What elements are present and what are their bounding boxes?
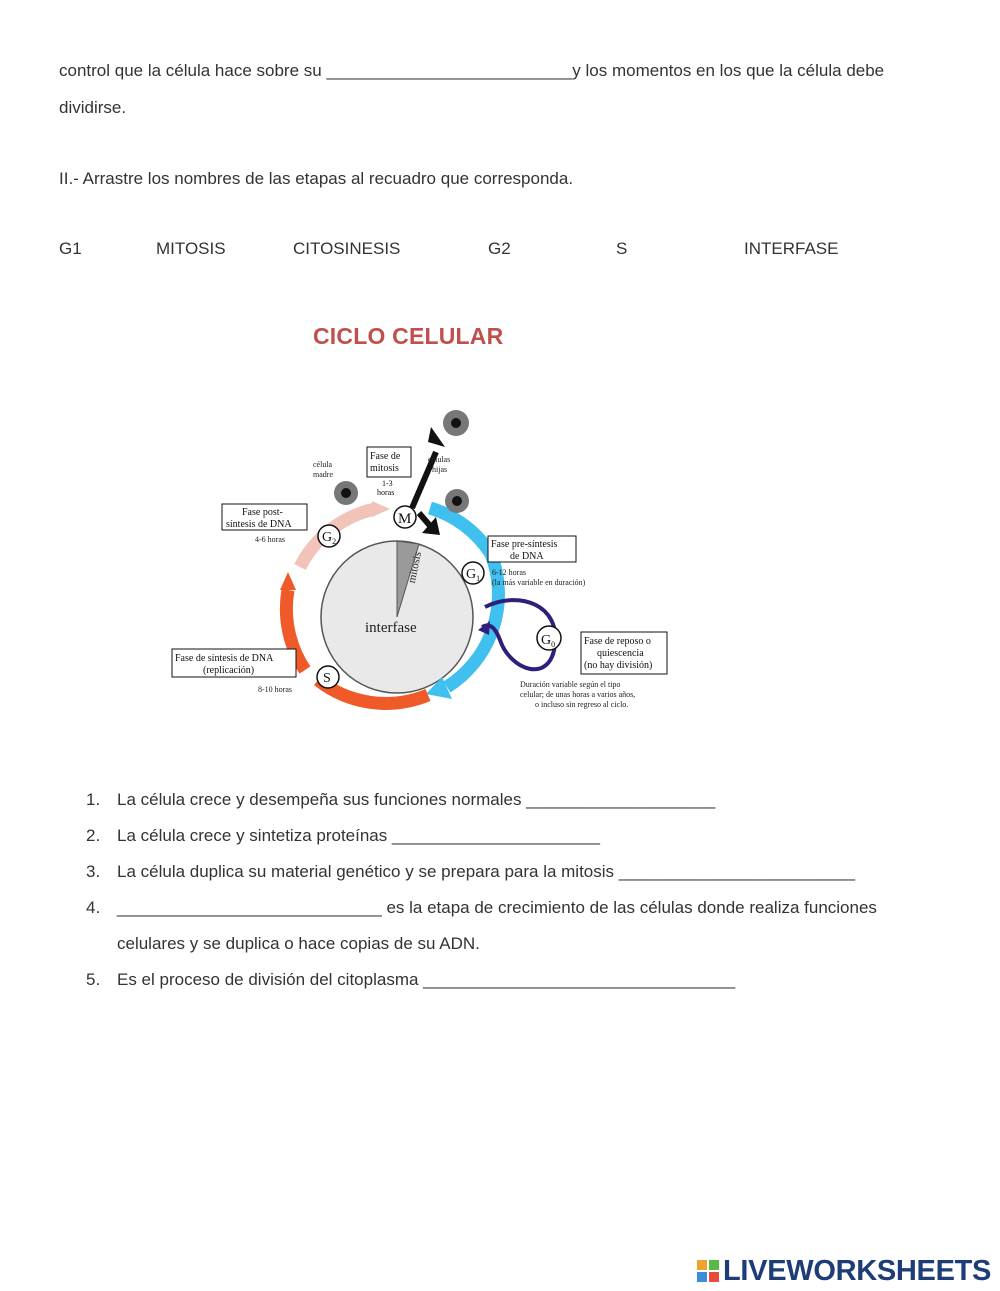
- daughter-cells-label-1: células: [428, 455, 451, 464]
- question-3[interactable]: La célula duplica su material genético y se prepara para la mitosis _________________________: [117, 862, 856, 881]
- mitosis-time-2: horas: [377, 488, 395, 497]
- g2-box-line-1: Fase post-: [242, 507, 283, 518]
- question-2-number: 2.: [86, 826, 101, 845]
- g1-box-line-2: de DNA: [510, 551, 544, 562]
- stage-citosinesis[interactable]: CITOSINESIS: [293, 239, 401, 258]
- question-1[interactable]: La célula crece y desempeña sus funciones normales ____________________: [117, 790, 716, 809]
- s-box-line-2: (replicación): [203, 665, 255, 676]
- interphase-label: interfase: [365, 620, 417, 636]
- intro-text-start: control que la célula hace sobre su: [59, 61, 327, 80]
- liveworksheets-logo: [697, 1254, 991, 1288]
- question-1-number: 1.: [86, 790, 101, 809]
- g1-label: $G_1$: [466, 567, 481, 583]
- m-label: M: [398, 511, 412, 527]
- logo-mark-icon: [697, 1260, 719, 1282]
- stage-mitosis[interactable]: MITOSIS: [156, 239, 226, 258]
- g0-box-line-3: (no hay división): [584, 660, 653, 671]
- mother-cell-label-2: madre: [313, 470, 333, 479]
- s-time: 8-10 horas: [258, 685, 292, 694]
- g1-box-line-1: Fase pre-síntesis: [491, 539, 558, 550]
- intro-line-1: [59, 60, 884, 82]
- g0-box-line-2: quiescencia: [597, 648, 644, 659]
- stage-g2[interactable]: G2: [488, 239, 511, 258]
- question-4-number: 4.: [86, 898, 101, 917]
- question-5[interactable]: Es el proceso de división del citoplasma _________________________________: [117, 970, 736, 989]
- mother-cell-icon: [334, 481, 358, 505]
- mother-cell-label-1: célula: [313, 460, 333, 469]
- g0-note-2: celular; de unas horas a varios años,: [520, 690, 636, 699]
- s-box-line-1: Fase de síntesis de DNA: [175, 653, 274, 664]
- daughter-cells-label-2: hijas: [432, 465, 448, 474]
- logo-text: LIVEWORKSHEETS: [723, 1254, 992, 1287]
- g2-arrowhead: [372, 501, 390, 517]
- g2-label: $G_2$: [322, 530, 337, 546]
- g1-time-1: 6-12 horas: [492, 568, 526, 577]
- intro-text-end: y los momentos en los que la célula debe: [572, 61, 885, 80]
- daughter-cell-bottom-icon: [445, 489, 469, 513]
- mitosis-arrow-up-head: [428, 427, 445, 447]
- question-5-number: 5.: [86, 970, 101, 989]
- mitosis-slice-label: mitosis: [405, 550, 425, 585]
- mitosis-box-line-2: mitosis: [370, 463, 399, 474]
- s-arrowhead: [280, 572, 296, 590]
- intro-blank[interactable]: __________________________: [326, 61, 573, 80]
- question-4-continuation: celulares y se duplica o hace copias de su ADN.: [117, 934, 480, 953]
- question-2[interactable]: La célula crece y sintetiza proteínas ______________________: [117, 826, 600, 845]
- question-4[interactable]: ____________________________ es la etapa de crecimiento de las células donde realiza funciones: [117, 898, 877, 917]
- g0-note-3: o incluso sin regreso al ciclo.: [535, 700, 629, 709]
- g0-label: $G_0$: [541, 633, 556, 649]
- diagram-title: CICLO CELULAR: [313, 323, 504, 349]
- s-label: S: [323, 671, 331, 686]
- g0-box-line-1: Fase de reposo o: [584, 636, 651, 647]
- intro-line-2: dividirse.: [59, 98, 127, 117]
- g2-box-line-2: síntesis de DNA: [226, 519, 292, 530]
- mitosis-time-1: 1-3: [382, 479, 393, 488]
- instruction: II.- Arrastre los nombres de las etapas al recuadro que corresponda.: [59, 169, 574, 188]
- g2-time: 4-6 horas: [255, 535, 285, 544]
- g1-time-2: (la más variable en duración): [492, 578, 586, 587]
- cell-cycle-diagram: [160, 395, 720, 730]
- stage-g1[interactable]: G1: [59, 239, 82, 258]
- g0-arrowhead: [478, 621, 490, 635]
- g1-arc-top: [430, 508, 491, 554]
- g0-note-1: Duración variable según el tipo: [520, 680, 621, 689]
- daughter-cell-top-icon: [443, 410, 469, 436]
- mitosis-box-line-1: Fase de: [370, 451, 401, 462]
- stage-interfase[interactable]: INTERFASE: [744, 239, 839, 258]
- question-3-number: 3.: [86, 862, 101, 881]
- stage-s[interactable]: S: [616, 239, 628, 258]
